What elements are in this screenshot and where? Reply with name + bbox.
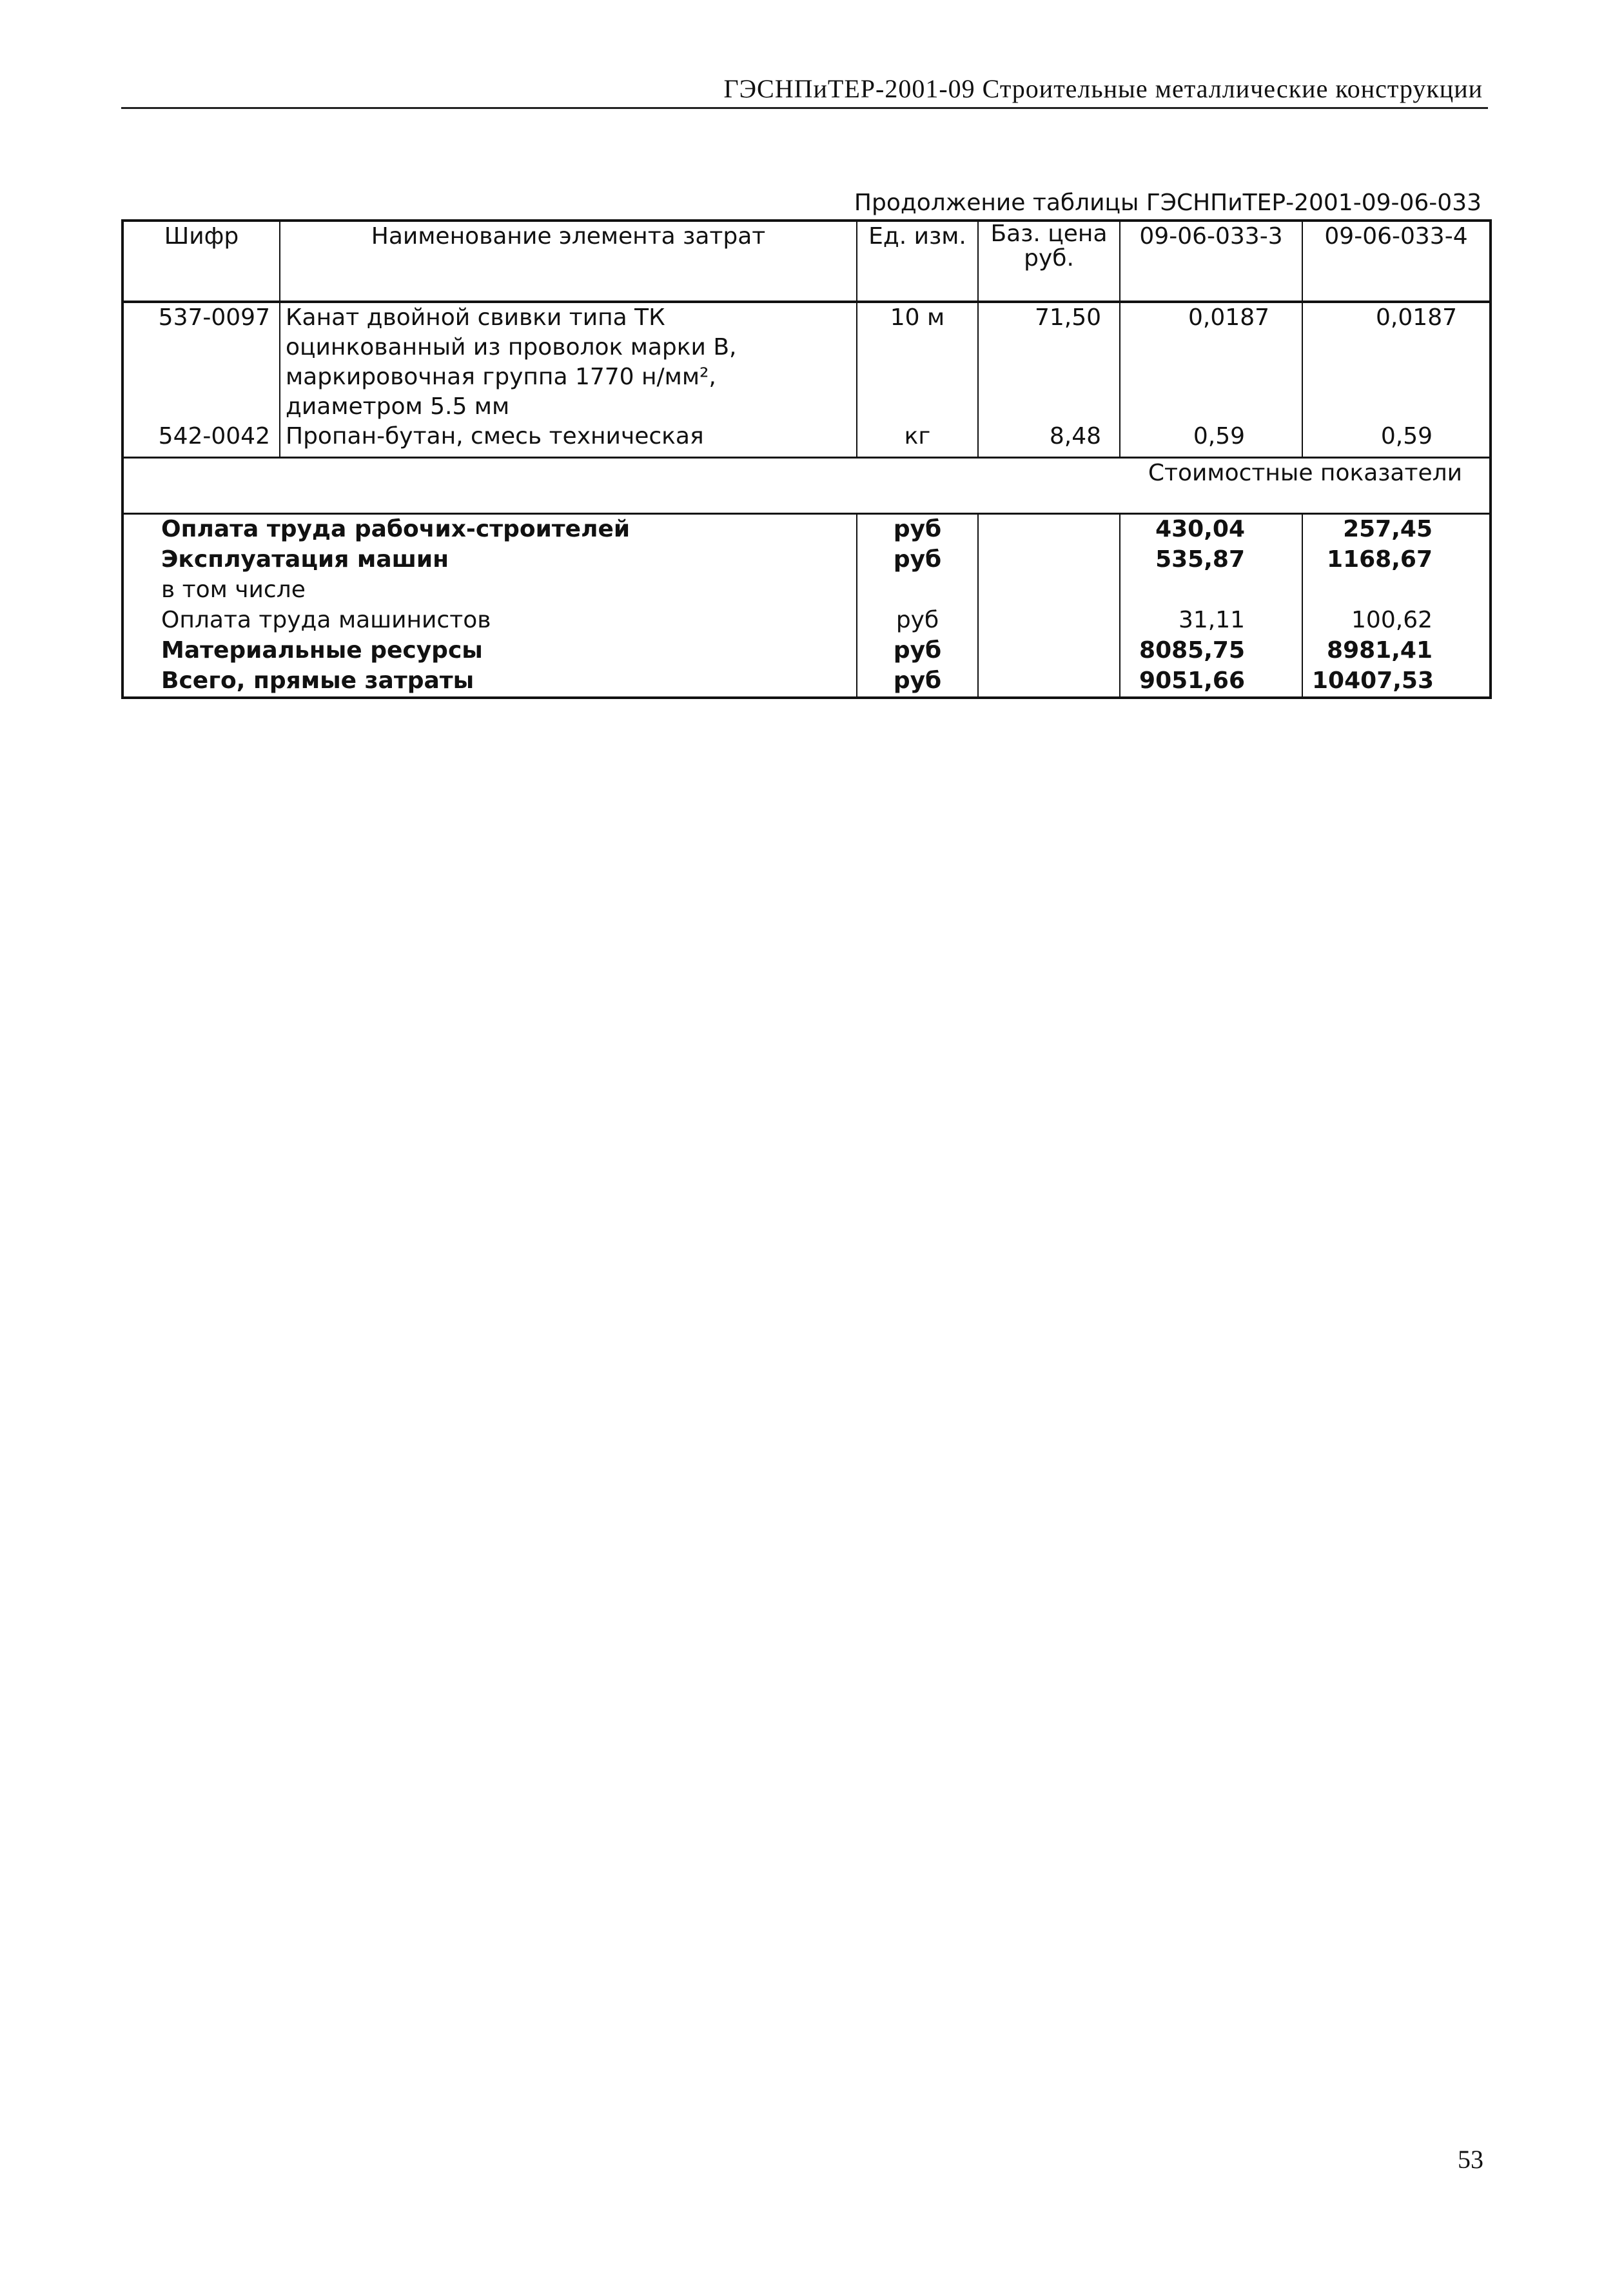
total-price-empty — [978, 545, 1120, 575]
total-value-4 — [1302, 575, 1491, 606]
total-label: Всего, прямые затраты — [161, 667, 474, 695]
total-value-4: 8981,41 — [1302, 636, 1491, 666]
table-row — [122, 422, 1491, 458]
cost-table — [121, 219, 1492, 699]
totals-row — [122, 514, 1491, 546]
total-value-4: 257,45 — [1302, 514, 1491, 546]
totals-row — [122, 545, 1491, 575]
row-value-4: 0,59 — [1302, 422, 1491, 458]
row-code: 542-0042 — [158, 423, 270, 450]
total-value-3 — [1120, 575, 1302, 606]
section-title: Стоимостные показатели — [122, 458, 1491, 514]
row-price: 71,50 — [978, 302, 1120, 422]
page-header — [121, 70, 1488, 109]
total-price-empty — [978, 666, 1120, 698]
row-unit: кг — [857, 422, 978, 458]
page-number: 53 — [1458, 2145, 1483, 2174]
col-header-name: Наименование элемента затрат — [280, 221, 857, 302]
total-value-3: 430,04 — [1120, 514, 1302, 546]
total-price-empty — [978, 514, 1120, 546]
total-value-4: 100,62 — [1302, 606, 1491, 636]
total-value-3: 9051,66 — [1120, 666, 1302, 698]
totals-row — [122, 666, 1491, 698]
col-header-unit: Ед. изм. — [857, 221, 978, 302]
table-caption: Продолжение таблицы ГЭСНПиТЕР-2001-09-06-033 — [854, 190, 1482, 216]
totals-row — [122, 606, 1491, 636]
total-value-3: 535,87 — [1120, 545, 1302, 575]
row-code: 537-0097 — [158, 304, 270, 331]
total-price-empty — [978, 636, 1120, 666]
total-price-empty — [978, 575, 1120, 606]
row-value-3: 0,59 — [1120, 422, 1302, 458]
total-label: Оплата труда рабочих-строителей — [161, 516, 631, 543]
header-title: ГЭСНПиТЕР-2001-09 Строительные металлические конструкции — [723, 74, 1483, 103]
col-header-09-06-033-4: 09-06-033-4 — [1302, 221, 1491, 302]
total-value-4: 10407,53 — [1302, 666, 1491, 698]
row-name: Канат двойной свивки типа ТК оцинкованный из проволок марки В, маркировочная группа 1770 н/мм², диаметром 5.5 мм — [280, 302, 857, 422]
total-label: Эксплуатация машин — [161, 546, 449, 573]
total-unit: руб — [857, 514, 978, 546]
total-label: в том числе — [161, 577, 306, 604]
total-value-3: 31,11 — [1120, 606, 1302, 636]
row-unit: 10 м — [857, 302, 978, 422]
row-price: 8,48 — [978, 422, 1120, 458]
table-header-row — [122, 221, 1491, 302]
row-name: Пропан-бутан, смесь техническая — [280, 422, 857, 458]
total-label: Оплата труда машинистов — [161, 607, 491, 634]
totals-row — [122, 575, 1491, 606]
totals-row — [122, 636, 1491, 666]
total-unit: руб — [857, 606, 978, 636]
total-unit: руб — [857, 636, 978, 666]
row-value-3: 0,0187 — [1120, 302, 1302, 422]
col-header-price: Баз. цена руб. — [978, 221, 1120, 302]
row-value-4: 0,0187 — [1302, 302, 1491, 422]
total-unit: руб — [857, 545, 978, 575]
section-row — [122, 458, 1491, 514]
total-price-empty — [978, 606, 1120, 636]
col-header-09-06-033-3: 09-06-033-3 — [1120, 221, 1302, 302]
total-unit: руб — [857, 666, 978, 698]
total-value-4: 1168,67 — [1302, 545, 1491, 575]
table-row — [122, 302, 1491, 422]
col-header-code: Шифр — [122, 221, 280, 302]
total-label: Материальные ресурсы — [161, 637, 483, 664]
total-unit — [857, 575, 978, 606]
total-value-3: 8085,75 — [1120, 636, 1302, 666]
